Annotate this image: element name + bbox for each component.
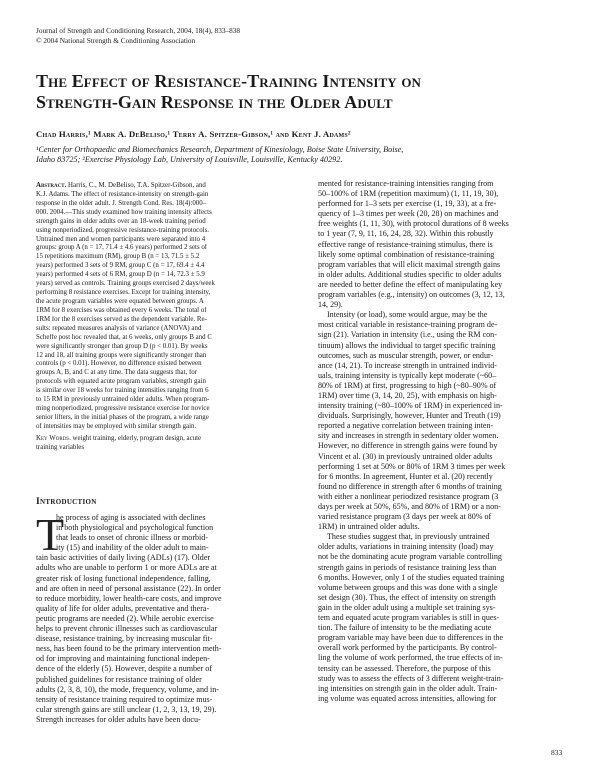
intro-line: od for improving and maintaining functional indepen- [36, 654, 210, 664]
intro-line: and are often in need of personal assistance (22). In order [36, 583, 221, 593]
abstract-line: of intensities may be employed with similar strength gain. [36, 422, 197, 430]
intro-line: greater risk of losing functional independence, falling, [36, 573, 211, 583]
intro-line: tain basic activities of daily living (ADLs) (17). Older [36, 553, 211, 563]
intro-line: adults who are unable to perform 1 or more ADLs are at [36, 563, 217, 573]
body-line: free weights (1, 11, 30), with protocol durations of 8 weeks [318, 219, 509, 229]
body-line: outcomes, such as muscular strength, power, or endur- [318, 350, 494, 360]
body-line: performed for 1–3 sets per exercise (1, 19, 33), at a fre- [318, 199, 497, 209]
body-line: 1RM) in untrained older adults. [318, 522, 420, 532]
abstract-line: 12 and 18, all training groups were significantly stronger than [36, 351, 207, 359]
intro-line: tensity of resistance training required to optimize mus- [36, 694, 213, 704]
abstract-line: years) served as controls. Training groups exercised 2 days/week [36, 280, 215, 288]
body-line: ling the volume of work performed, the true effects of in- [318, 653, 503, 663]
abstract-line: senior lifters, in the initial phases of the program, a wide range [36, 413, 209, 421]
abstract-line: 000. 2004.—This study examined how training intensity affects [36, 208, 212, 216]
keywords-line: training variables [36, 443, 85, 451]
body-line: are needed to better define the effect of manipulating key [318, 279, 503, 289]
abstract-line: 1RM for the 8 exercises served as the dependent variable. Re- [36, 315, 207, 323]
abstract-line: years) performed 4 sets of 6 RM, group D (n = 14, 72.3 ± 5.9 [36, 271, 205, 279]
intro-line: Strength increases for older adults have been docu- [36, 714, 201, 724]
body-line: sity and increases in strength in sedentary older women. [318, 431, 499, 441]
abstract-line: controls (p < 0.01). However, no difference existed between [36, 360, 202, 368]
body-line: days per week at 50%, 65%, and 80% of 1RM) or a non- [318, 502, 501, 511]
abstract-line: Scheffe post hoc revealed that, at 6 weeks, only groups B and C [36, 333, 212, 341]
body-line: not be the dominating acute program variable controlling [318, 552, 502, 562]
abstract-line: K.J. Adams. The effect of resistance-intensity on strength-gain [36, 190, 209, 198]
body-line: mented for resistance-training intensities ranging from [318, 179, 494, 188]
abstract-line: were significantly stronger than group D (p < 0.01). By weeks [36, 342, 208, 350]
page-number: 833 [551, 748, 563, 757]
intro-line: adults (2, 3, 8, 10), the mode, frequency, volume, and in- [36, 684, 219, 694]
body-line: tensity can be assessed. Therefore, the purpose of this [318, 663, 491, 673]
abstract-line: 1RM for 8 exercises was obtained every 6 weeks. The total of [36, 306, 207, 314]
body-line: ing volume was equated across intensities, allowing for [318, 693, 497, 703]
abstract-line: response in the older adult. J. Strength Cond. Res. 18(4):000– [36, 199, 207, 207]
abstract-line: Untrained men and women participants were separated into 4 [36, 235, 206, 243]
intro-line: he process of aging is associated with declines [56, 513, 206, 522]
abstract-line: 15 repetitions maximum (RM), group B (n = 13, 71.5 ± 5.2 [36, 253, 200, 261]
body-line: tinuum) allows the individual to target specific training [318, 340, 496, 350]
abstract-line: groups: group A (n = 17, 71.4 ± 4.6 years) performed 2 sets of [36, 244, 208, 252]
abstract-line: groups A, B, and C at any time. The data suggests that, for [36, 369, 198, 377]
affiliation-line: Idaho 83725; ²Exercise Physiology Lab, University of Louisville, Louisville, Kentucky 40292. [36, 155, 343, 165]
body-line: 14, 29). [318, 300, 343, 310]
body-line: with either a nonlinear periodized resistance program (3 [318, 491, 499, 501]
affiliation-line: ¹Center for Orthopaedic and Biomechanics Research, Department of Kinesiology, Boise State University, Boise, [36, 145, 404, 154]
body-line: varied resistance program (3 days per week at 80% of [318, 512, 492, 522]
intro-line: helps to prevent chronic illnesses such as cardiovascular [36, 624, 218, 634]
body-line: program variables (e.g., intensity) on outcomes (3, 12, 13, [318, 290, 505, 300]
abstract-line: years) performed 3 sets of 9 RM, group C (n = 17, 69.4 ± 4.4 [36, 262, 205, 270]
body-line: 1RM) over time (3, 14, 20, 25), with emphasis on high- [318, 390, 497, 400]
keywords-line: Key Words. weight training, elderly, program design, acute [36, 434, 202, 442]
right-column [318, 179, 576, 704]
body-line: ance (14, 21). To increase strength in untrained individ- [318, 360, 497, 370]
abstract-label: Abstract. [36, 182, 67, 189]
body-line: performing 1 set at 50% or 80% of 1RM 3 times per week [318, 461, 506, 471]
body-line: strength gains in periods of resistance training less than [318, 562, 497, 572]
left-column [36, 182, 294, 453]
body-line: set design (30). Thus, the effect of intensity on strength [318, 592, 496, 602]
body-line: program variables that will elicit maximal strength gains [318, 259, 501, 269]
body-line: tem and equated acute program variables is still in ques- [318, 613, 500, 623]
body-line: However, no difference in strength gains were found by [318, 441, 498, 451]
title-line: Strength-Gain Response in the Older Adult [36, 92, 393, 112]
abstract-line: protocols with equated acute program variables, strength gain [36, 378, 206, 386]
body-line: Intensity (or load), some would argue, may be the [327, 310, 488, 320]
body-line: overall work performed by the participants. By control- [318, 643, 497, 653]
abstract-line: the acute program variables were equated between groups. A [36, 297, 204, 305]
body-line: volume between groups and this was done with a single [318, 582, 498, 592]
body-line: likely some optimal combination of resistance-training [318, 249, 495, 259]
body-line: 50–100% of 1RM (repetition maximum) (1, 11, 19, 30), [318, 189, 499, 199]
body-line: uals, training intensity is typically kept moderate (~60– [318, 370, 497, 380]
intro-line: disease, resistance training, by increasing muscular fit- [36, 634, 213, 644]
intro-line: that leads to onset of chronic illness or morbid- [56, 533, 208, 543]
abstract-line: performing 8 resistance exercises. Except for training intensity, [36, 289, 211, 297]
intro-line: cular strength gains are still unclear (1, 2, 3, 13, 19, 29). [36, 704, 217, 714]
intro-line: peutic programs are needed (2). While aerobic exercise [36, 613, 214, 623]
introduction-heading: Introduction [36, 496, 97, 507]
body-line: program variable may have been due to differences in the [318, 633, 504, 643]
copyright-notice: © 2004 National Strength & Conditioning Association [36, 35, 196, 45]
intro-line: quality of life for older adults, preventative and thera- [36, 603, 210, 613]
intro-line: ness, has been found to be the primary intervention meth- [36, 644, 222, 654]
body-line: older adults, variations in training intensity (load) may [318, 542, 494, 552]
journal-citation: Journal of Strength and Conditioning Research, 2004, 18(4), 833–838 [36, 26, 241, 35]
body-line: to 1 year (7, 9, 11, 16, 24, 28, 32). Within this robustly [318, 229, 494, 239]
body-line: intensity training (~80–100% of 1RM) in experienced in- [318, 401, 503, 411]
author-list: Chad Harris,¹ Mark A. DeBeliso,¹ Terry A. Spitzer-Gibson,¹ and Kent J. Adams² [36, 129, 351, 139]
body-line: study was to assess the effects of 3 different weight-train- [318, 673, 504, 683]
abstract-line: strength gains in older adults over an 18-week training period [36, 217, 206, 225]
body-line: reported a negative correlation between training inten- [318, 421, 494, 431]
body-line: dividuals. Surprisingly, however, Hunter and Treuth (19) [318, 411, 501, 421]
body-line: sign (21). Variation in intensity (i.e., using the RM con- [318, 330, 497, 340]
abstract-line: sults: repeated measures analysis of variance (ANOVA) and [36, 324, 202, 332]
body-line: 6 months. However, only 1 of the studies equated training [318, 572, 505, 582]
article-title [36, 71, 576, 113]
body-line: quency of 1–3 times per week (20, 28) on machines and [318, 209, 499, 219]
abstract-line: using nonperiodized, progressive resistance-training protocols. [36, 226, 209, 234]
body-line: 80% of 1RM) at first, progressing to high (~80–90% of [318, 380, 497, 390]
abstract-line: Abstract. Harris, C., M. DeBeliso, T.A. Spitzer-Gibson, and [36, 182, 206, 189]
body-line: Vincent et al. (30) in previously untrained older adults [318, 451, 493, 461]
body-line: found no difference in strength after 6 months of training [318, 481, 502, 491]
body-line: These studies suggest that, in previously untrained [327, 532, 490, 542]
body-line: for 6 months. In agreement, Hunter et al. (20) recently [318, 471, 493, 481]
body-line: tion. The failure of intensity to be the mediating acute [318, 623, 492, 633]
introduction-body [36, 509, 294, 725]
intro-line: to reduce morbidity, lower health-care costs, and improve [36, 593, 222, 603]
intro-line: published guidelines for resistance training of older [36, 674, 202, 684]
body-line: gain in the older adult using a multiple set training sys- [318, 602, 496, 612]
body-line: ing intensities on strength gain in the older adult. Train- [318, 683, 498, 693]
intro-line: in both physiological and psychological function [56, 523, 214, 533]
abstract-line: ming nonperiodized, progressive resistance exercise for novice [36, 405, 210, 413]
body-line: in older adults. Additional studies specific to older adults [318, 269, 502, 279]
intro-line: ity (15) and inability of the older adult to main- [56, 543, 209, 553]
abstract [36, 182, 294, 432]
title-line: The Effect of Resistance-Training Intensity on [36, 71, 422, 91]
body-line: effective range of resistance-training stimulus, there is [318, 239, 493, 249]
affiliation [36, 145, 576, 166]
abstract-line: to 15 RM in previously untrained older adults. When program- [36, 396, 210, 404]
drop-cap: T [36, 509, 65, 560]
keywords-label: Key Words. [36, 434, 71, 442]
abstract-line: is similar over 18 weeks for training intensities ranging from 6 [36, 387, 209, 395]
intro-line: dence of the elderly (5). However, despite a number of [36, 664, 212, 674]
journal-header [36, 26, 240, 45]
body-line: most critical variable in resistance-training program de- [318, 320, 498, 330]
keywords [36, 435, 294, 453]
